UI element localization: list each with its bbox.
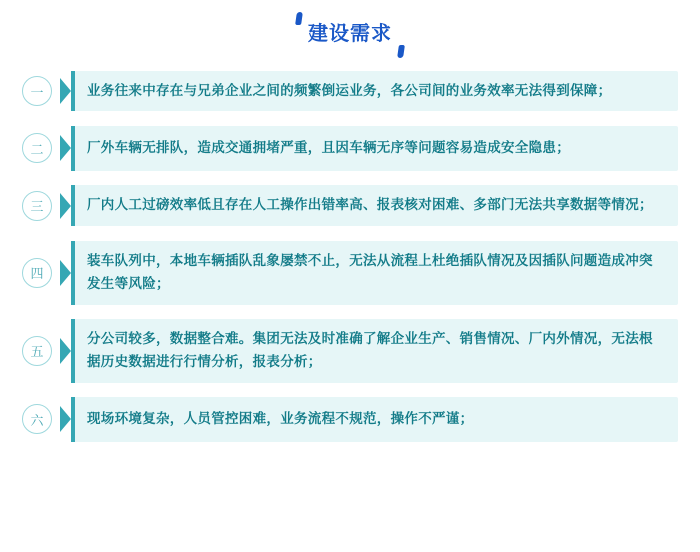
- page-title: 建设需求: [308, 23, 392, 45]
- item-number-badge: 四: [22, 258, 52, 288]
- title-area: [0, 0, 700, 70]
- list-item: [22, 319, 678, 383]
- list-item: [22, 70, 678, 112]
- item-text: 业务往来中存在与兄弟企业之间的频繁倒运业务，各公司间的业务效率无法得到保障；: [71, 71, 678, 112]
- item-number-badge: 五: [22, 336, 52, 366]
- arrow-icon: [60, 406, 71, 432]
- arrow-icon: [60, 135, 71, 161]
- item-number-badge: 一: [22, 76, 52, 106]
- list-item: [22, 126, 678, 171]
- item-text: 厂外车辆无排队，造成交通拥堵严重，且因车辆无序等问题容易造成安全隐患；: [71, 126, 678, 171]
- item-text: 现场环境复杂，人员管控困难，业务流程不规范，操作不严谨；: [71, 397, 678, 442]
- quote-right-decoration: [397, 45, 405, 58]
- item-text: 厂内人工过磅效率低且存在人工操作出错率高、报表核对困难、多部门无法共享数据等情况；: [71, 185, 678, 226]
- item-number-badge: 三: [22, 191, 52, 221]
- item-text: 装车队列中，本地车辆插队乱象屡禁不止，无法从流程上杜绝插队情况及因插队问题造成冲突发生等风险；: [71, 241, 678, 305]
- list-item: [22, 185, 678, 227]
- quote-left-decoration: [295, 12, 303, 25]
- item-number-badge: 六: [22, 404, 52, 434]
- requirements-list: [0, 70, 700, 442]
- item-text: 分公司较多，数据整合难。集团无法及时准确了解企业生产、销售情况、厂内外情况，无法根据历史数据进行行情分析，报表分析；: [71, 319, 678, 383]
- arrow-icon: [60, 193, 71, 219]
- arrow-icon: [60, 260, 71, 286]
- list-item: [22, 397, 678, 442]
- arrow-icon: [60, 78, 71, 104]
- title-box: [294, 20, 406, 50]
- item-number-badge: 二: [22, 133, 52, 163]
- list-item: [22, 241, 678, 305]
- arrow-icon: [60, 338, 71, 364]
